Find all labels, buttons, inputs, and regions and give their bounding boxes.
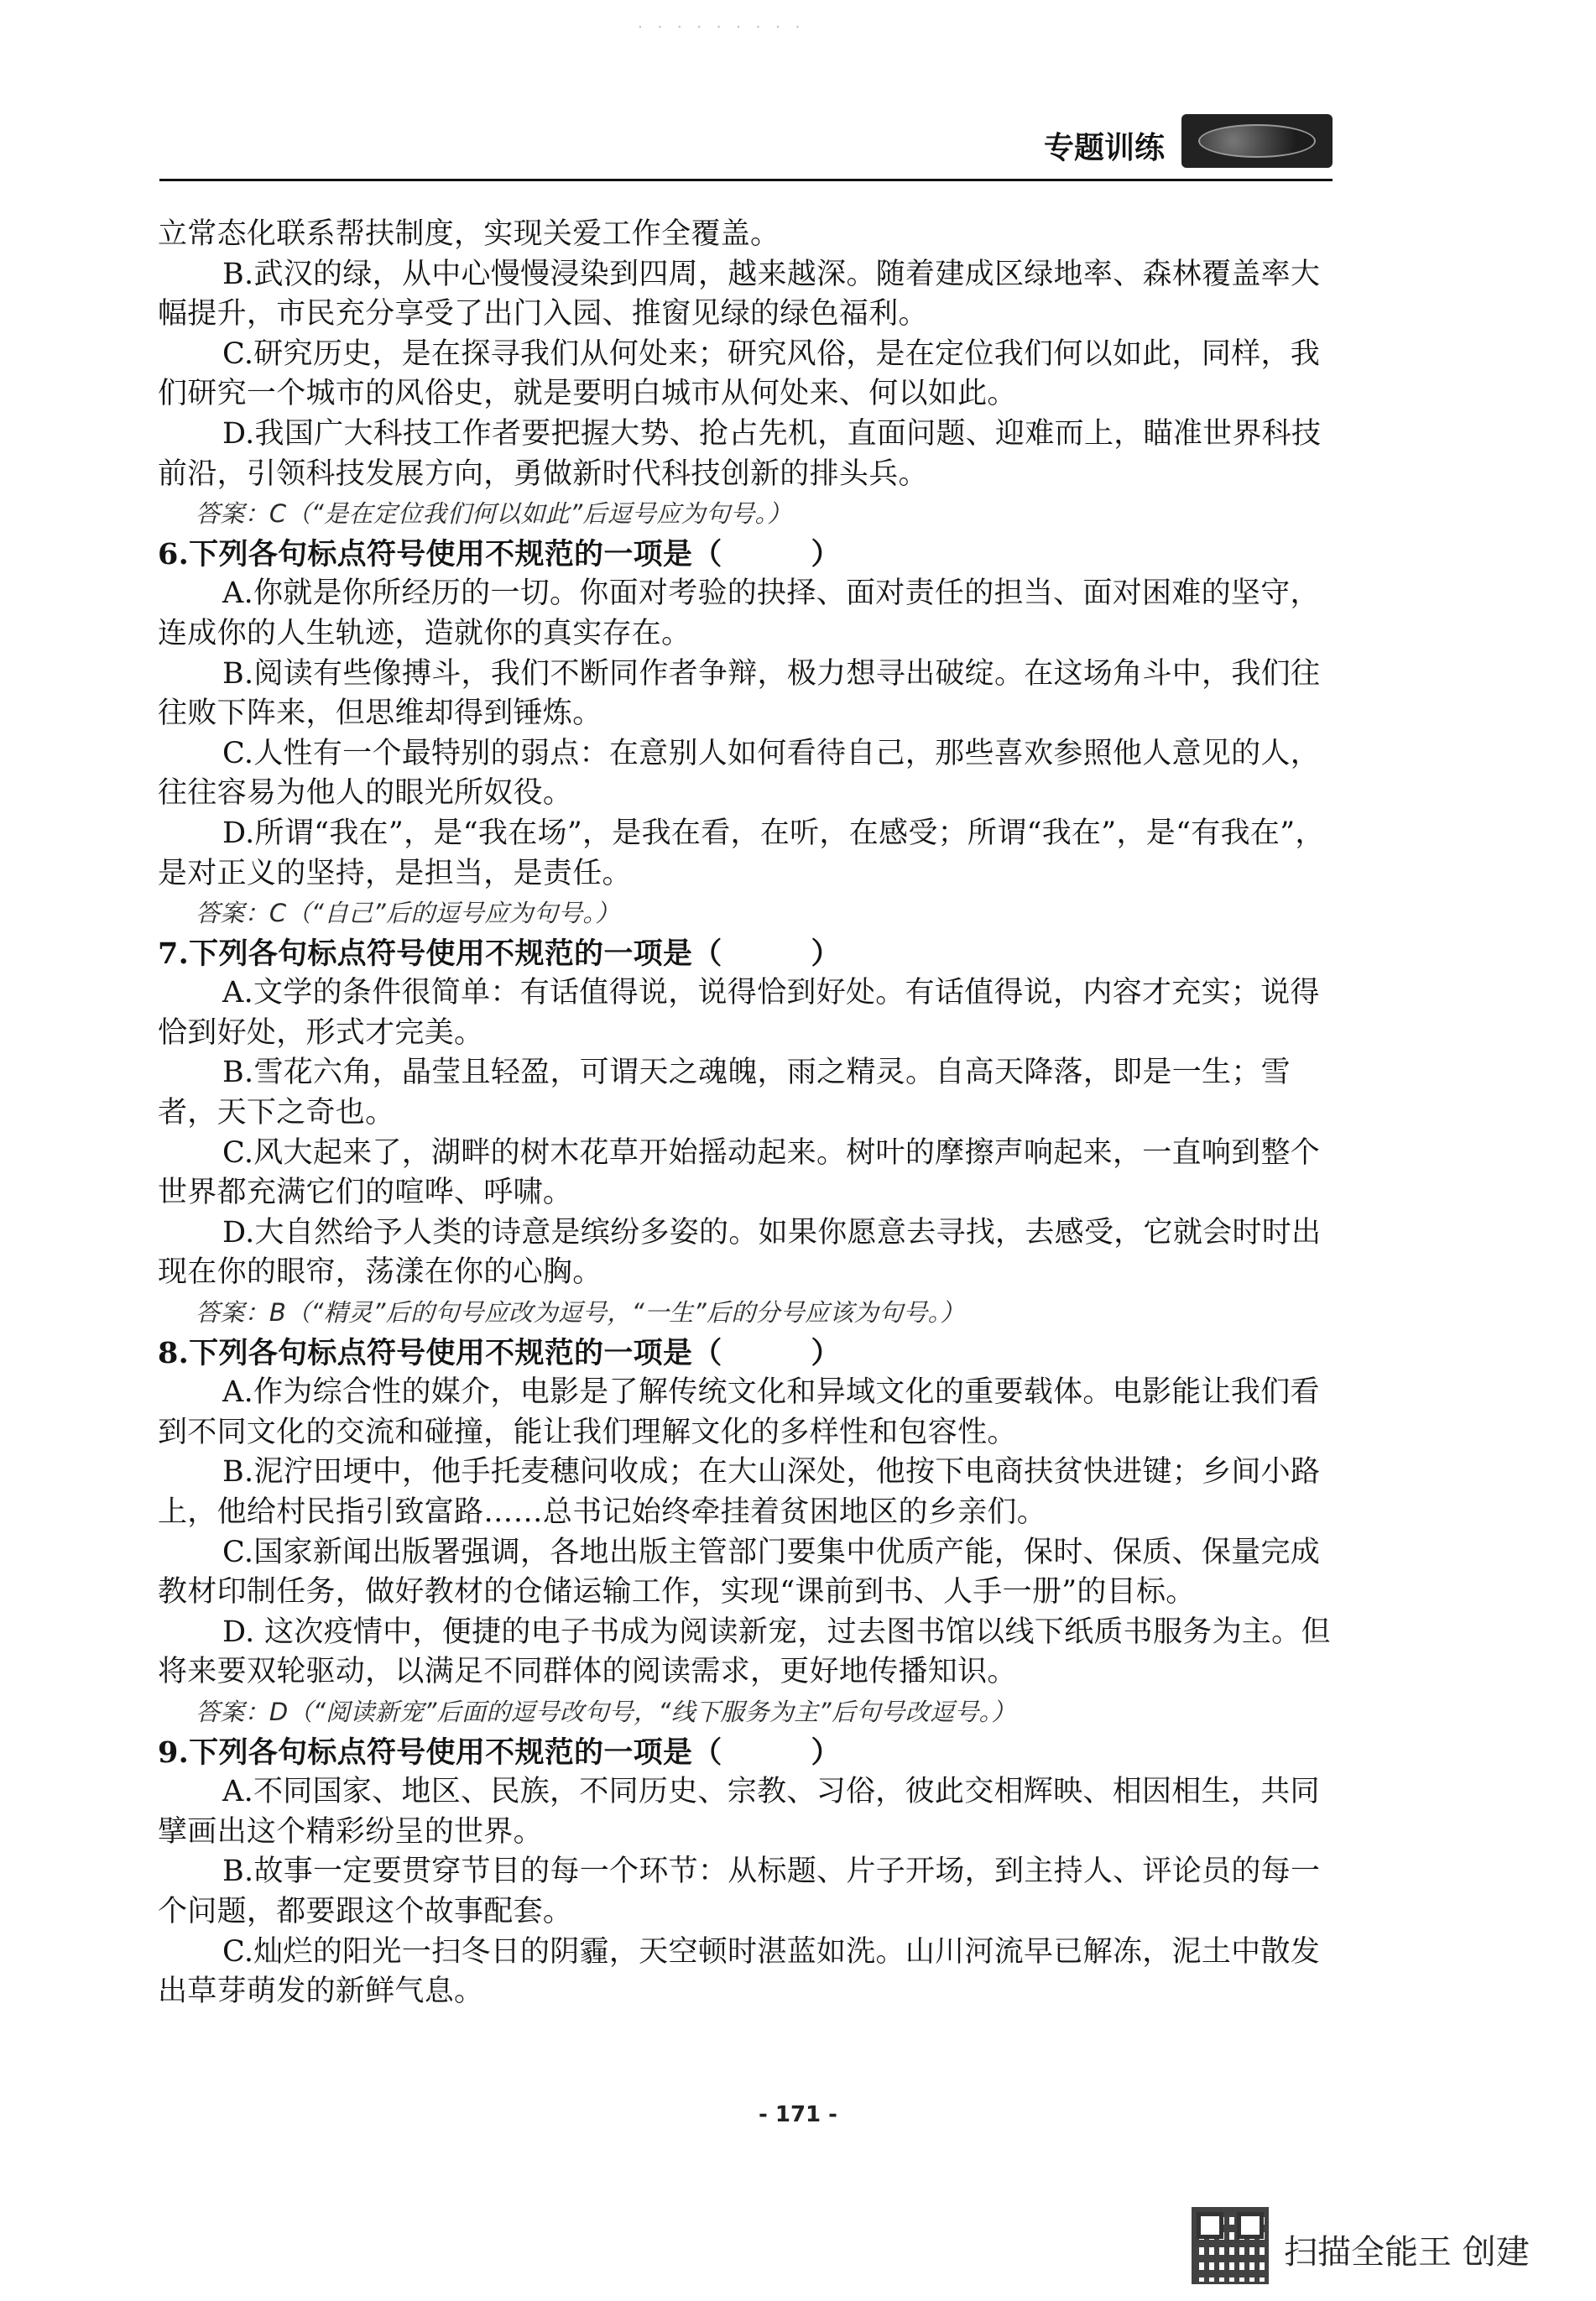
question-9-option-c: C.灿烂的阳光一扫冬日的阴霾，天空顿时湛蓝如洗。山川河流早已解冻，泥土中散发出草芽萌发的新鲜气息。 [158, 1934, 1321, 2009]
scanner-watermark [1192, 2207, 1561, 2291]
question-6-option-a: A.你就是你所经历的一切。你面对考验的抉择、面对责任的担当、面对困难的坚守，连成你的人生轨迹，造就你的真实存在。 [158, 577, 1320, 650]
answer-line: 答案：C（“是在定位我们何以如此”后逗号应为句号。） [196, 499, 792, 529]
paragraph-line: 立常态化联系帮扶制度，实现关爱工作全覆盖。 [158, 217, 780, 251]
option-d: D.我国广大科技工作者要把握大势、抢占先机，直面问题、迎难而上，瞄准世界科技前沿，引领科技发展方向，勇做新时代科技创新的排头兵。 [158, 416, 1322, 491]
question-8: 8.下列各句标点符号使用不规范的一项是（ ） [158, 1335, 841, 1370]
question-6: 6.下列各句标点符号使用不规范的一项是（ ） [158, 536, 841, 571]
option-b: B.武汉的绿，从中心慢慢浸染到四周，越来越深。随着建成区绿地率、森林覆盖率大幅提升，市民充分享受了出门入园、推窗见绿的绿色福利。 [158, 257, 1321, 331]
header-rule [159, 179, 1333, 181]
question-6-answer: 答案：C（“自己”后的逗号应为句号。） [196, 899, 620, 928]
question-8-option-d: D. 这次疫情中，便捷的电子书成为阅读新宠，过去图书馆以线下纸质书服务为主。但将来要双轮驱动，以满足不同群体的阅读需求，更好地传播知识。 [158, 1615, 1331, 1689]
option-c: C.研究历史，是在探寻我们从何处来；研究风俗，是在定位我们何以如此，同样，我们研究一个城市的风俗史，就是要明白城市从何处来、何以如此。 [158, 337, 1321, 411]
page-number: - 171 - [759, 2102, 837, 2127]
question-7-option-d: D.大自然给予人类的诗意是缤纷多姿的。如果你愿意去寻找，去感受，它就会时时出现在你的眼帘，荡漾在你的心胸。 [158, 1215, 1322, 1290]
question-8-option-a: A.作为综合性的媒介，电影是了解传统文化和异域文化的重要载体。电影能让我们看到不同文化的交流和碰撞，能让我们理解文化的多样性和包容性。 [158, 1375, 1320, 1449]
question-9-option-a: A.不同国家、地区、民族，不同历史、宗教、习俗，彼此交相辉映、相因相生，共同擘画出这个精彩纷呈的世界。 [158, 1775, 1320, 1849]
question-6-option-c: C.人性有一个最特别的弱点：在意别人如何看待自己，那些喜欢参照他人意见的人，往往容易为他人的眼光所奴役。 [158, 736, 1321, 811]
question-7-answer: 答案：B（“精灵”后的句号应改为逗号，“一生”后的分号应该为句号。） [196, 1298, 965, 1328]
question-9: 9.下列各句标点符号使用不规范的一项是（ ） [158, 1735, 841, 1770]
question-7-option-b: B.雪花六角，晶莹且轻盈，可谓天之魂魄，雨之精灵。自高天降落，即是一生；雪者，天下之奇也。 [158, 1056, 1291, 1130]
butterfly-logo-icon [1181, 114, 1333, 168]
question-7-option-c: C.风大起来了，湖畔的树木花草开始摇动起来。树叶的摩擦声响起来，一直响到整个世界都充满它们的喧哗、呼啸。 [158, 1135, 1321, 1210]
page-header [159, 109, 1333, 181]
section-title: 专题训练 [1043, 131, 1165, 165]
page-content [158, 215, 1337, 2012]
scanner-label: 扫描全能王 创建 [1284, 2233, 1530, 2272]
question-9-option-b: B.故事一定要贯穿节目的每一个环节：从标题、片子开场，到主持人、评论员的每一个问题，都要跟这个故事配套。 [158, 1855, 1321, 1928]
question-6-option-b: B.阅读有些像搏斗，我们不断同作者争辩，极力想寻出破绽。在这场角斗中，我们往往败下阵来，但思维却得到锤炼。 [158, 656, 1321, 731]
question-7-option-a: A.文学的条件很简单：有话值得说，说得恰到好处。有话值得说，内容才充实；说得恰到好处，形式才完美。 [158, 976, 1320, 1050]
qr-code-icon [1192, 2207, 1269, 2284]
scan-artifact-marks: · · · · · · · · · [638, 18, 806, 36]
question-8-option-b: B.泥泞田埂中，他手托麦穗问收成；在大山深处，他按下电商扶贫快进键；乡间小路上，他给村民指引致富路……总书记始终牵挂着贫困地区的乡亲们。 [158, 1455, 1321, 1529]
question-6-option-d: D.所谓“我在”，是“我在场”，是我在看，在听，在感受；所谓“我在”，是“有我在”，是对正义的坚持，是担当，是责任。 [158, 816, 1325, 890]
question-7: 7.下列各句标点符号使用不规范的一项是（ ） [158, 936, 841, 971]
question-8-answer: 答案：D（“阅读新宠”后面的逗号改句号，“线下服务为主”后句号改逗号。） [196, 1697, 1016, 1726]
question-8-option-c: C.国家新闻出版署强调，各地出版主管部门要集中优质产能，保时、保质、保量完成教材印制任务，做好教材的仓储运输工作，实现“课前到书、人手一册”的目标。 [158, 1535, 1321, 1610]
